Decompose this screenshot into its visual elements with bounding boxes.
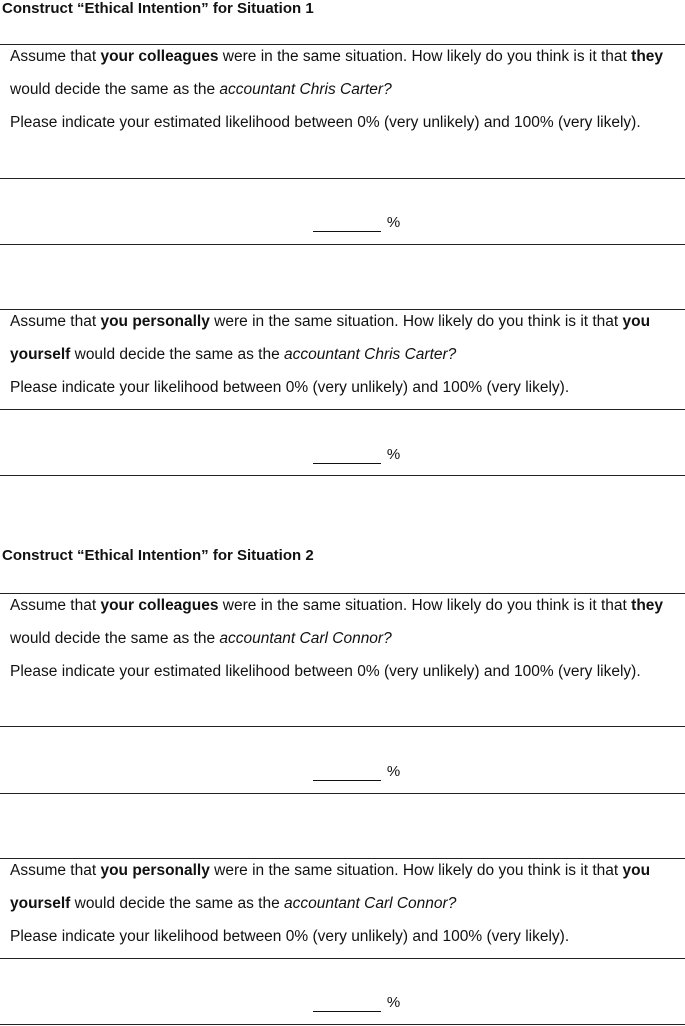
answer-bottom-rule [0,475,685,476]
answer-blank-line[interactable] [313,766,381,781]
answer-bottom-rule [0,1024,685,1025]
answer-blank-line[interactable] [313,997,381,1012]
answer-blank-line[interactable] [313,217,381,232]
answer-field-personally-situation-1[interactable]: % [0,446,685,464]
question-colleagues-situation-2: Assume that your colleagues were in the same situation. How likely do you think is it that they would decide the same as the accountant Carl Connor? Please indicate your estimated likelihood between 0% (very unlikely) and 100% (very likely). [10,597,664,680]
question-divider-rule [0,409,685,410]
question-divider-rule [0,178,685,179]
answer-bottom-rule [0,793,685,794]
answer-field-colleagues-situation-1[interactable]: % [0,214,685,232]
question-personally-situation-1: Assume that you personally were in the same situation. How likely do you think is it that you yourself would decide the same as the accountant Chris Carter? Please indicate your likelihood between 0% (very unlikely) and 100% (very likely). [10,313,651,396]
answer-field-personally-situation-2[interactable]: % [0,994,685,1012]
section-heading-situation-2: Construct “Ethical Intention” for Situation 2 [2,547,314,564]
answer-bottom-rule [0,244,685,245]
answer-field-colleagues-situation-2[interactable]: % [0,763,685,781]
question-personally-situation-2: Assume that you personally were in the same situation. How likely do you think is it that you yourself would decide the same as the accountant Carl Connor? Please indicate your likelihood between 0% (very unlikely) and 100% (very likely). [10,862,651,945]
question-colleagues-situation-1: Assume that your colleagues were in the same situation. How likely do you think is it that they would decide the same as the accountant Chris Carter? Please indicate your estimated likelihood between 0% (very unlikely) and 100% (very likely). [10,48,664,131]
question-divider-rule [0,726,685,727]
question-divider-rule [0,958,685,959]
section-heading-situation-1: Construct “Ethical Intention” for Situation 1 [2,0,314,17]
answer-blank-line[interactable] [313,449,381,464]
